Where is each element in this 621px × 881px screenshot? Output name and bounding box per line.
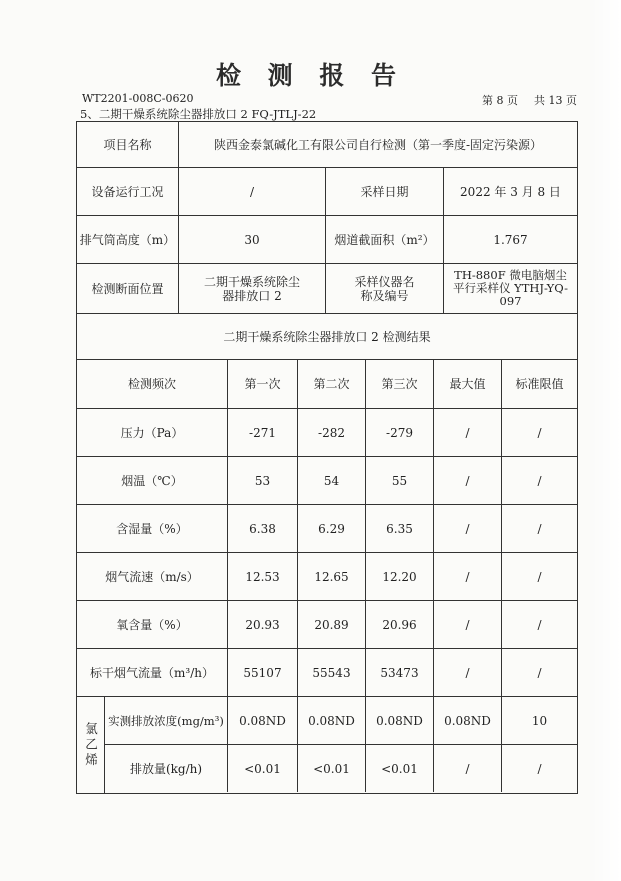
report-title: 检 测 报 告 bbox=[215, 61, 406, 90]
value-cell: / bbox=[434, 457, 502, 504]
value-cell: 53 bbox=[228, 457, 298, 504]
value-cell: 55107 bbox=[228, 649, 298, 696]
value-cell: -271 bbox=[228, 409, 298, 456]
project-label: 项目名称 bbox=[77, 122, 179, 167]
flue-area-value: 1.767 bbox=[493, 232, 528, 247]
value-cell: 53473 bbox=[366, 649, 434, 696]
equipment-row bbox=[77, 168, 577, 216]
table-row bbox=[77, 649, 577, 697]
table-row bbox=[77, 505, 577, 553]
header-second: 第二次 bbox=[298, 360, 366, 408]
table-row bbox=[77, 409, 577, 457]
value-cell: / bbox=[434, 505, 502, 552]
value-cell: / bbox=[434, 649, 502, 696]
position-label: 检测断面位置 bbox=[77, 264, 179, 313]
value-cell: / bbox=[537, 617, 542, 632]
results-title: 二期干燥系统除尘器排放口 2 检测结果 bbox=[223, 329, 431, 344]
value-cell: 0.08ND bbox=[366, 697, 434, 744]
header-frequency: 检测频次 bbox=[77, 360, 228, 408]
header-first: 第一次 bbox=[228, 360, 298, 408]
value-cell: 10 bbox=[531, 713, 548, 728]
value-cell: 12.65 bbox=[298, 553, 366, 600]
header-limit: 标准限值 bbox=[515, 377, 564, 391]
equipment-label: 设备运行工况 bbox=[77, 168, 179, 215]
row-label: 烟温（℃） bbox=[77, 457, 228, 504]
position-row bbox=[77, 264, 577, 314]
value-cell: 12.53 bbox=[228, 553, 298, 600]
sample-date-value: 2022 年 3 月 8 日 bbox=[460, 184, 561, 199]
value-cell: 20.89 bbox=[298, 601, 366, 648]
value-cell: 12.20 bbox=[366, 553, 434, 600]
header-max: 最大值 bbox=[434, 360, 502, 408]
page-total: 共 13 页 bbox=[534, 94, 577, 107]
table-row bbox=[77, 601, 577, 649]
row-label: 烟气流速（m/s） bbox=[77, 553, 228, 600]
page-edge bbox=[591, 0, 621, 881]
value-cell: / bbox=[537, 473, 542, 488]
value-cell: / bbox=[537, 665, 542, 680]
position-value: 二期干燥系统除尘器排放口 2 bbox=[179, 264, 326, 313]
value-cell: / bbox=[537, 761, 542, 776]
table-row bbox=[105, 745, 577, 792]
value-cell: 54 bbox=[298, 457, 366, 504]
stack-height-label: 排气筒高度（m） bbox=[77, 216, 179, 263]
instrument-value: TH-880F 微电脑烟尘平行采样仪 YTHJ-YQ-097 bbox=[452, 268, 568, 308]
equipment-value: / bbox=[179, 168, 326, 215]
value-cell: / bbox=[434, 553, 502, 600]
value-cell: 6.35 bbox=[366, 505, 434, 552]
value-cell: 55 bbox=[366, 457, 434, 504]
value-cell: / bbox=[434, 745, 502, 792]
value-cell: / bbox=[434, 601, 502, 648]
stack-row bbox=[77, 216, 577, 264]
value-cell: <0.01 bbox=[228, 745, 298, 792]
value-cell: -282 bbox=[298, 409, 366, 456]
stack-height-value: 30 bbox=[179, 216, 326, 263]
value-cell: 6.29 bbox=[298, 505, 366, 552]
value-cell: <0.01 bbox=[366, 745, 434, 792]
value-cell: 0.08ND bbox=[434, 697, 502, 744]
report-table bbox=[76, 121, 578, 794]
row-label: 含湿量（%） bbox=[77, 505, 228, 552]
row-label: 实测排放浓度(mg/m³) bbox=[105, 697, 228, 744]
value-cell: 6.38 bbox=[228, 505, 298, 552]
value-cell: / bbox=[434, 409, 502, 456]
value-cell: / bbox=[537, 569, 542, 584]
value-cell: <0.01 bbox=[298, 745, 366, 792]
project-value: 陕西金泰氯碱化工有限公司自行检测（第一季度-固定污染源） bbox=[213, 137, 543, 152]
page-current: 第 8 页 bbox=[482, 94, 518, 107]
table-row bbox=[105, 697, 577, 745]
row-label: 压力（Pa） bbox=[77, 409, 228, 456]
document-number: WT2201-008C-0620 bbox=[82, 92, 194, 105]
project-row bbox=[77, 122, 577, 168]
row-label: 氧含量（%） bbox=[77, 601, 228, 648]
pollutant-block bbox=[77, 697, 577, 793]
value-cell: 20.96 bbox=[366, 601, 434, 648]
results-title-row bbox=[77, 314, 577, 360]
flue-area-label: 烟道截面积（m²） bbox=[326, 216, 444, 263]
row-label: 排放量(kg/h) bbox=[105, 745, 228, 792]
pollutant-name: 氯乙烯 bbox=[83, 721, 99, 769]
instrument-label: 采样仪器名称及编号 bbox=[326, 264, 444, 313]
value-cell: 0.08ND bbox=[298, 697, 366, 744]
sample-date-label: 采样日期 bbox=[326, 168, 444, 215]
header-third: 第三次 bbox=[366, 360, 434, 408]
value-cell: / bbox=[537, 425, 542, 440]
page-info bbox=[478, 92, 577, 108]
table-row bbox=[77, 457, 577, 505]
value-cell: 20.93 bbox=[228, 601, 298, 648]
table-row bbox=[77, 553, 577, 601]
value-cell: -279 bbox=[366, 409, 434, 456]
row-label: 标干烟气流量（m³/h） bbox=[77, 649, 228, 696]
section-heading: 5、二期干燥系统除尘器排放口 2 FQ-JTLJ-22 bbox=[80, 107, 317, 121]
results-header-row bbox=[77, 360, 577, 409]
value-cell: 55543 bbox=[298, 649, 366, 696]
value-cell: 0.08ND bbox=[228, 697, 298, 744]
value-cell: / bbox=[537, 521, 542, 536]
